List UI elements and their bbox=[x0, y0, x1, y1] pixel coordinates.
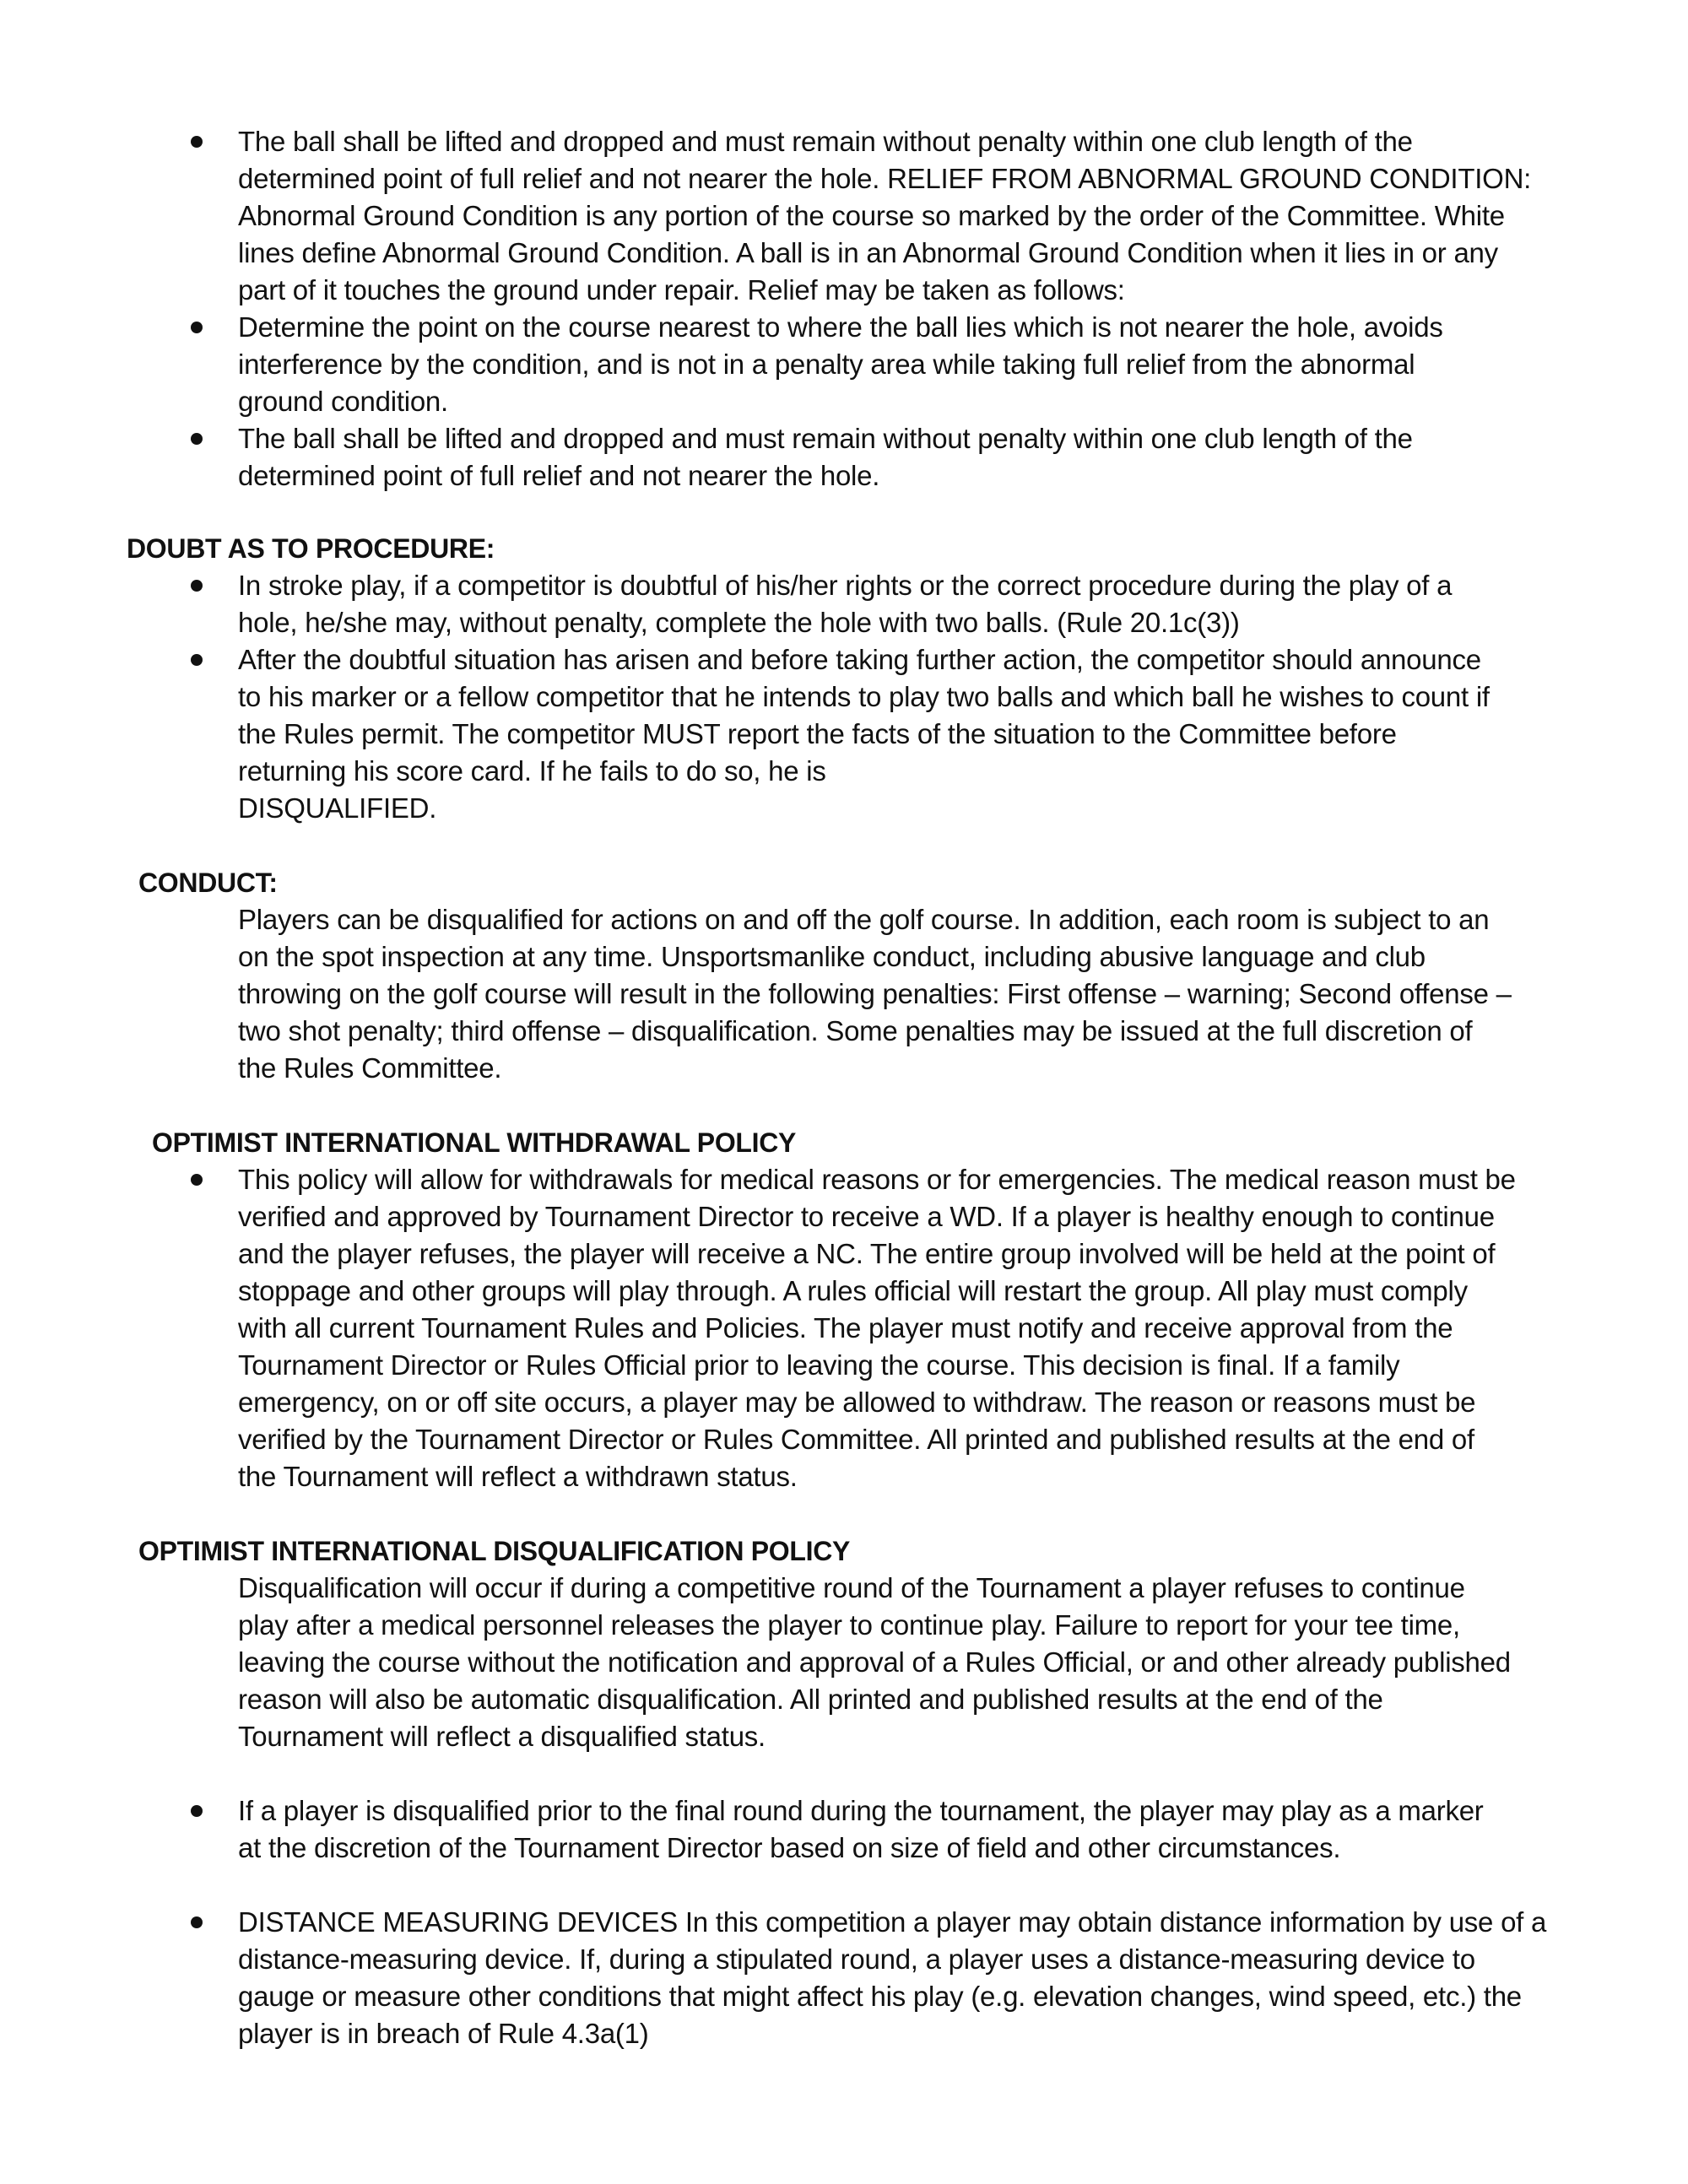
text-line: two shot penalty; third offense – disqualification. Some penalties may be issued at the full discretion of bbox=[238, 1015, 1473, 1046]
text-line: on the spot inspection at any time. Unsportsmanlike conduct, including abusive language and club bbox=[238, 941, 1426, 972]
bullet-marker bbox=[191, 433, 203, 445]
text-line: with all current Tournament Rules and Policies. The player must notify and receive approval from the bbox=[238, 1312, 1453, 1343]
text-line: to his marker or a fellow competitor that he intends to play two balls and which ball he wishes to count if bbox=[238, 681, 1490, 712]
text-line: ground condition. bbox=[238, 386, 448, 417]
bullet-marker bbox=[191, 1916, 203, 1928]
text-line: interference by the condition, and is not in a penalty area while taking full relief from the abnormal bbox=[238, 349, 1415, 380]
text-line: This policy will allow for withdrawals for medical reasons or for emergencies. The medical reason must be bbox=[238, 1164, 1516, 1195]
text-line: Players can be disqualified for actions on and off the golf course. In addition, each room is subject to an bbox=[238, 904, 1490, 935]
section-heading-withdrawal: OPTIMIST INTERNATIONAL WITHDRAWAL POLICY bbox=[152, 1127, 797, 1158]
text-line: DISTANCE MEASURING DEVICES In this competition a player may obtain distance information by use of a bbox=[238, 1906, 1547, 1938]
text-line: leaving the course without the notification and approval of a Rules Official, or and other already published bbox=[238, 1646, 1511, 1678]
text-line: the Tournament will reflect a withdrawn status. bbox=[238, 1461, 798, 1492]
text-line: returning his score card. If he fails to do so, he is bbox=[238, 755, 826, 787]
section-heading-disqualification: OPTIMIST INTERNATIONAL DISQUALIFICATION POLICY bbox=[138, 1536, 851, 1566]
text-line: The ball shall be lifted and dropped and must remain without penalty within one club length of the bbox=[238, 126, 1413, 157]
text-line: verified and approved by Tournament Director to receive a WD. If a player is healthy enough to continue bbox=[238, 1201, 1495, 1232]
text-line: emergency, on or off site occurs, a player may be allowed to withdraw. The reason or reasons must be bbox=[238, 1387, 1476, 1418]
bullet-marker bbox=[191, 322, 203, 333]
text-line: If a player is disqualified prior to the final round during the tournament, the player may play as a marker bbox=[238, 1795, 1484, 1826]
bullet-marker bbox=[191, 136, 203, 148]
text-line: verified by the Tournament Director or Rules Committee. All printed and published results at the end of bbox=[238, 1424, 1474, 1455]
text-line: determined point of full relief and not nearer the hole. bbox=[238, 460, 880, 491]
text-line: Disqualification will occur if during a competitive round of the Tournament a player refuses to continue bbox=[238, 1572, 1465, 1603]
bullet-marker bbox=[191, 1805, 203, 1817]
text-line: Determine the point on the course nearest to where the ball lies which is not nearer the hole, avoids bbox=[238, 311, 1443, 343]
text-line: part of it touches the ground under repair. Relief may be taken as follows: bbox=[238, 274, 1125, 305]
text-line: DISQUALIFIED. bbox=[238, 792, 437, 824]
text-line: at the discretion of the Tournament Director based on size of field and other circumstances. bbox=[238, 1832, 1341, 1863]
section-heading-conduct: CONDUCT: bbox=[138, 868, 278, 898]
text-line: Abnormal Ground Condition is any portion of the course so marked by the order of the Committee. White bbox=[238, 200, 1505, 231]
text-line: Tournament Director or Rules Official prior to leaving the course. This decision is final. If a family bbox=[238, 1349, 1400, 1381]
text-line: Tournament will reflect a disqualified status. bbox=[238, 1721, 766, 1752]
text-line: distance-measuring device. If, during a stipulated round, a player uses a distance-measuring device to bbox=[238, 1943, 1475, 1975]
text-line: reason will also be automatic disqualification. All printed and published results at the end of the bbox=[238, 1684, 1383, 1715]
text-line: player is in breach of Rule 4.3a(1) bbox=[238, 2018, 649, 2049]
text-line: throwing on the golf course will result in the following penalties: First offense – warning; Second offense – bbox=[238, 978, 1512, 1009]
text-line: the Rules Committee. bbox=[238, 1052, 502, 1084]
bullet-marker bbox=[191, 654, 203, 666]
bullet-marker bbox=[191, 1174, 203, 1186]
text-line: the Rules permit. The competitor MUST report the facts of the situation to the Committee before bbox=[238, 718, 1397, 749]
text-line: After the doubtful situation has arisen and before taking further action, the competitor should announce bbox=[238, 644, 1481, 675]
text-line: gauge or measure other conditions that might affect his play (e.g. elevation changes, wind speed, etc.) the bbox=[238, 1981, 1522, 2012]
text-line: The ball shall be lifted and dropped and must remain without penalty within one club length of the bbox=[238, 423, 1413, 454]
text-line: hole, he/she may, without penalty, complete the hole with two balls. (Rule 20.1c(3)) bbox=[238, 607, 1240, 638]
text-line: and the player refuses, the player will receive a NC. The entire group involved will be held at the point of bbox=[238, 1238, 1496, 1269]
text-line: play after a medical personnel releases the player to continue play. Failure to report for your tee time, bbox=[238, 1609, 1460, 1641]
text-line: In stroke play, if a competitor is doubtful of his/her rights or the correct procedure during the play of a bbox=[238, 570, 1453, 601]
text-line: stoppage and other groups will play through. A rules official will restart the group. All play must comply bbox=[238, 1275, 1468, 1306]
text-line: lines define Abnormal Ground Condition. A ball is in an Abnormal Ground Condition when it lies in or any bbox=[238, 237, 1498, 268]
text-line: determined point of full relief and not nearer the hole. RELIEF FROM ABNORMAL GROUND CONDITION: bbox=[238, 163, 1532, 194]
section-heading-doubt: DOUBT AS TO PROCEDURE: bbox=[127, 533, 495, 564]
bullet-marker bbox=[191, 580, 203, 592]
